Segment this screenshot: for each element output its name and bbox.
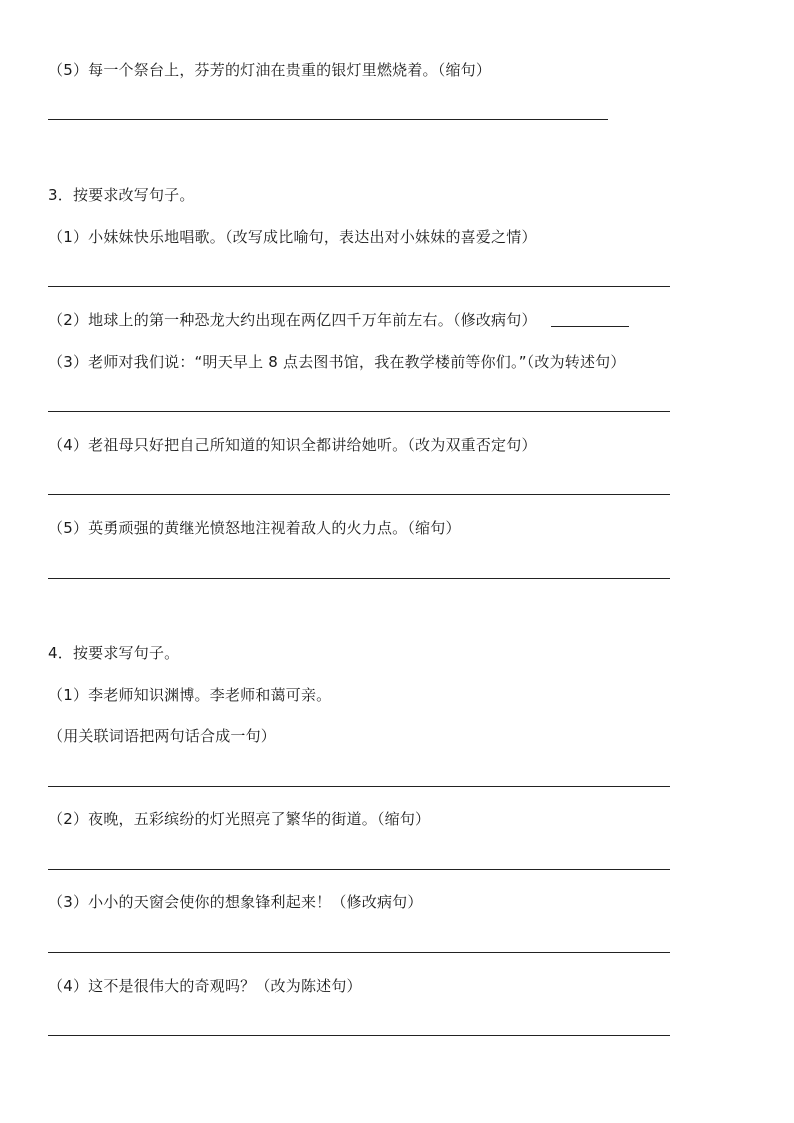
question-3-4: （4）老祖母只好把自己所知道的知识全都讲给她听。（改为双重否定句） (48, 436, 537, 454)
question-4-2: （2）夜晚，五彩缤纷的灯光照亮了繁华的街道。（缩句） (48, 810, 431, 828)
question-4-1-instruction: （用关联词语把两句话合成一句） (48, 727, 277, 745)
question-3-5: （5）英勇顽强的黄继光愤怒地注视着敌人的火力点。（缩句） (48, 519, 461, 537)
answer-line-3-5[interactable] (48, 578, 670, 579)
question-4-4: （4）这不是很伟大的奇观吗？（改为陈述句） (48, 977, 362, 995)
answer-line-4-2[interactable] (48, 869, 670, 870)
answer-line-2-5[interactable] (48, 119, 608, 120)
answer-line-4-3[interactable] (48, 952, 670, 953)
answer-blank-3-2[interactable] (551, 326, 629, 327)
question-3-2-text: （2）地球上的第一种恐龙大约出现在两亿四千万年前左右。（修改病句） (48, 311, 537, 329)
question-3-1: （1）小妹妹快乐地唱歌。（改写成比喻句，表达出对小妹妹的喜爱之情） (48, 228, 537, 246)
section-3-heading: 3．按要求改写句子。 (48, 186, 195, 204)
answer-line-3-4[interactable] (48, 494, 670, 495)
question-3-2 (48, 310, 629, 330)
answer-line-3-3[interactable] (48, 411, 670, 412)
question-4-1: （1）李老师知识渊博。李老师和蔼可亲。 (48, 686, 332, 704)
question-4-3: （3）小小的天窗会使你的想象锋利起来！（修改病句） (48, 893, 423, 911)
question-3-3: （3）老师对我们说：“明天早上 8 点去图书馆，我在教学楼前等你们。”（改为转述句） (48, 353, 626, 371)
answer-line-3-1[interactable] (48, 286, 670, 287)
answer-line-4-1[interactable] (48, 786, 670, 787)
answer-line-4-4[interactable] (48, 1035, 670, 1036)
section-4-heading: 4．按要求写句子。 (48, 644, 180, 662)
question-2-5: （5）每一个祭台上，芬芳的灯油在贵重的银灯里燃烧着。（缩句） (48, 61, 492, 79)
